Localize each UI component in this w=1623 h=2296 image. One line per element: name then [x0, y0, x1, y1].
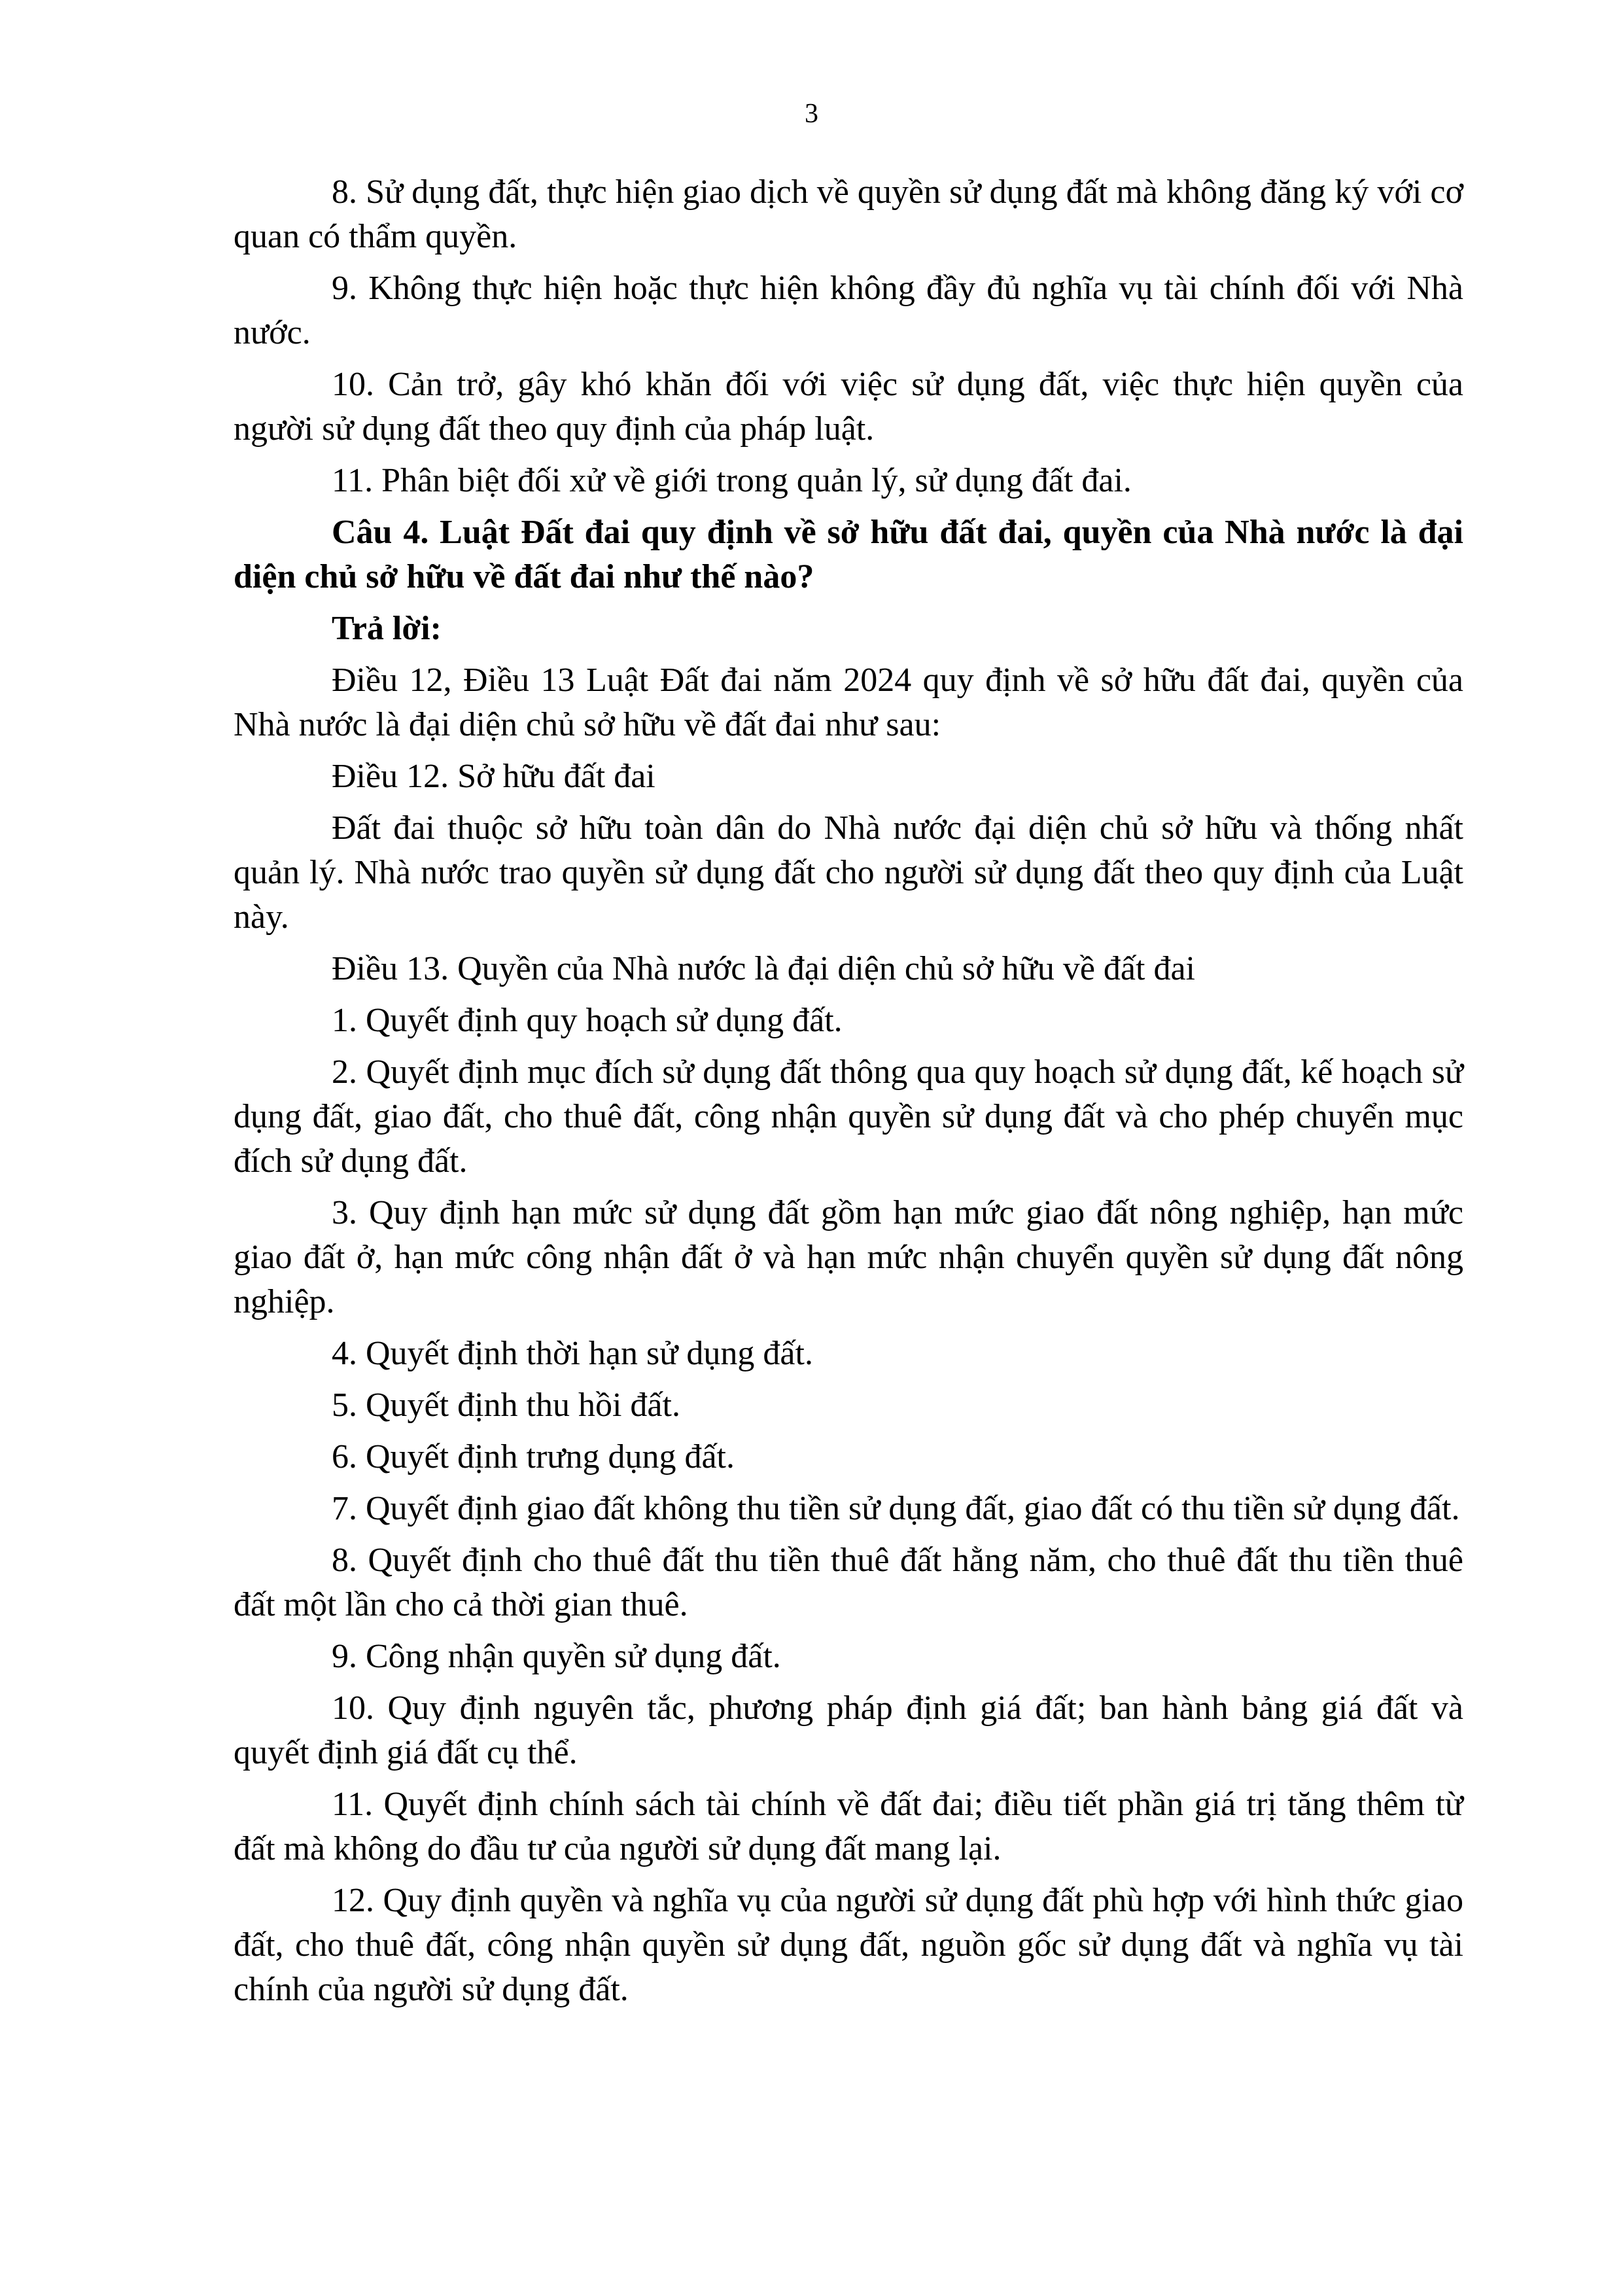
answer-label: Trả lời: [332, 610, 442, 647]
article-12-title: Điều 12. Sở hữu đất đai [332, 758, 655, 795]
article-13-item-6: 6. Quyết định trưng dụng đất. [332, 1438, 735, 1475]
article-13-item-10: 10. Quy định nguyên tắc, phương pháp định giá đất; ban hành bảng giá đất và quyết định giá đất cụ thể. [234, 1689, 1463, 1771]
article-13-item-8: 8. Quyết định cho thuê đất thu tiền thuê đất hằng năm, cho thuê đất thu tiền thuê đất một lần cho cả thời gian thuê. [234, 1542, 1463, 1623]
article-12-body: Đất đai thuộc sở hữu toàn dân do Nhà nước đại diện chủ sở hữu và thống nhất quản lý. Nhà nước trao quyền sử dụng đất cho người sử dụng đất theo quy định của Luật này. [234, 809, 1463, 936]
paragraph-prohibited-act-10: 10. Cản trở, gây khó khăn đối với việc sử dụng đất, việc thực hiện quyền của người sử dụng đất theo quy định của pháp luật. [234, 366, 1463, 448]
article-13-item-4: 4. Quyết định thời hạn sử dụng đất. [332, 1335, 813, 1372]
article-13-item-12: 12. Quy định quyền và nghĩa vụ của người sử dụng đất phù hợp với hình thức giao đất, cho thuê đất, công nhận quyền sử dụng đất, nguồn gốc sử dụng đất và nghĩa vụ tài chính của người sử dụng đất. [234, 1882, 1463, 2008]
article-13-item-1: 1. Quyết định quy hoạch sử dụng đất. [332, 1002, 843, 1039]
answer-intro: Điều 12, Điều 13 Luật Đất đai năm 2024 quy định về sở hữu đất đai, quyền của Nhà nước là đại diện chủ sở hữu về đất đai như sau: [234, 662, 1463, 743]
question-4-heading: Câu 4. Luật Đất đai quy định về sở hữu đất đai, quyền của Nhà nước là đại diện chủ sở hữu về đất đai như thế nào? [234, 514, 1463, 595]
document-body [234, 170, 1463, 2019]
page-number: 3 [805, 99, 818, 129]
article-13-item-2: 2. Quyết định mục đích sử dụng đất thông qua quy hoạch sử dụng đất, kế hoạch sử dụng đất, giao đất, cho thuê đất, công nhận quyền sử dụng đất và cho phép chuyển mục đích sử dụng đất. [234, 1053, 1463, 1180]
article-13-item-11: 11. Quyết định chính sách tài chính về đất đai; điều tiết phần giá trị tăng thêm từ đất mà không do đầu tư của người sử dụng đất mang lại. [234, 1786, 1463, 1867]
article-13-item-3: 3. Quy định hạn mức sử dụng đất gồm hạn mức giao đất nông nghiệp, hạn mức giao đất ở, hạn mức công nhận đất ở và hạn mức nhận chuyển quyền sử dụng đất nông nghiệp. [234, 1194, 1463, 1320]
article-13-title: Điều 13. Quyền của Nhà nước là đại diện chủ sở hữu về đất đai [332, 950, 1195, 987]
paragraph-prohibited-act-9: 9. Không thực hiện hoặc thực hiện không đầy đủ nghĩa vụ tài chính đối với Nhà nước. [234, 270, 1463, 351]
paragraph-prohibited-act-11: 11. Phân biệt đối xử về giới trong quản lý, sử dụng đất đai. [332, 462, 1132, 499]
article-13-item-9: 9. Công nhận quyền sử dụng đất. [332, 1638, 781, 1675]
article-13-item-5: 5. Quyết định thu hồi đất. [332, 1386, 680, 1424]
article-13-item-7: 7. Quyết định giao đất không thu tiền sử dụng đất, giao đất có thu tiền sử dụng đất. [332, 1490, 1460, 1527]
paragraph-prohibited-act-8: 8. Sử dụng đất, thực hiện giao dịch về quyền sử dụng đất mà không đăng ký với cơ quan có thẩm quyền. [234, 173, 1463, 255]
